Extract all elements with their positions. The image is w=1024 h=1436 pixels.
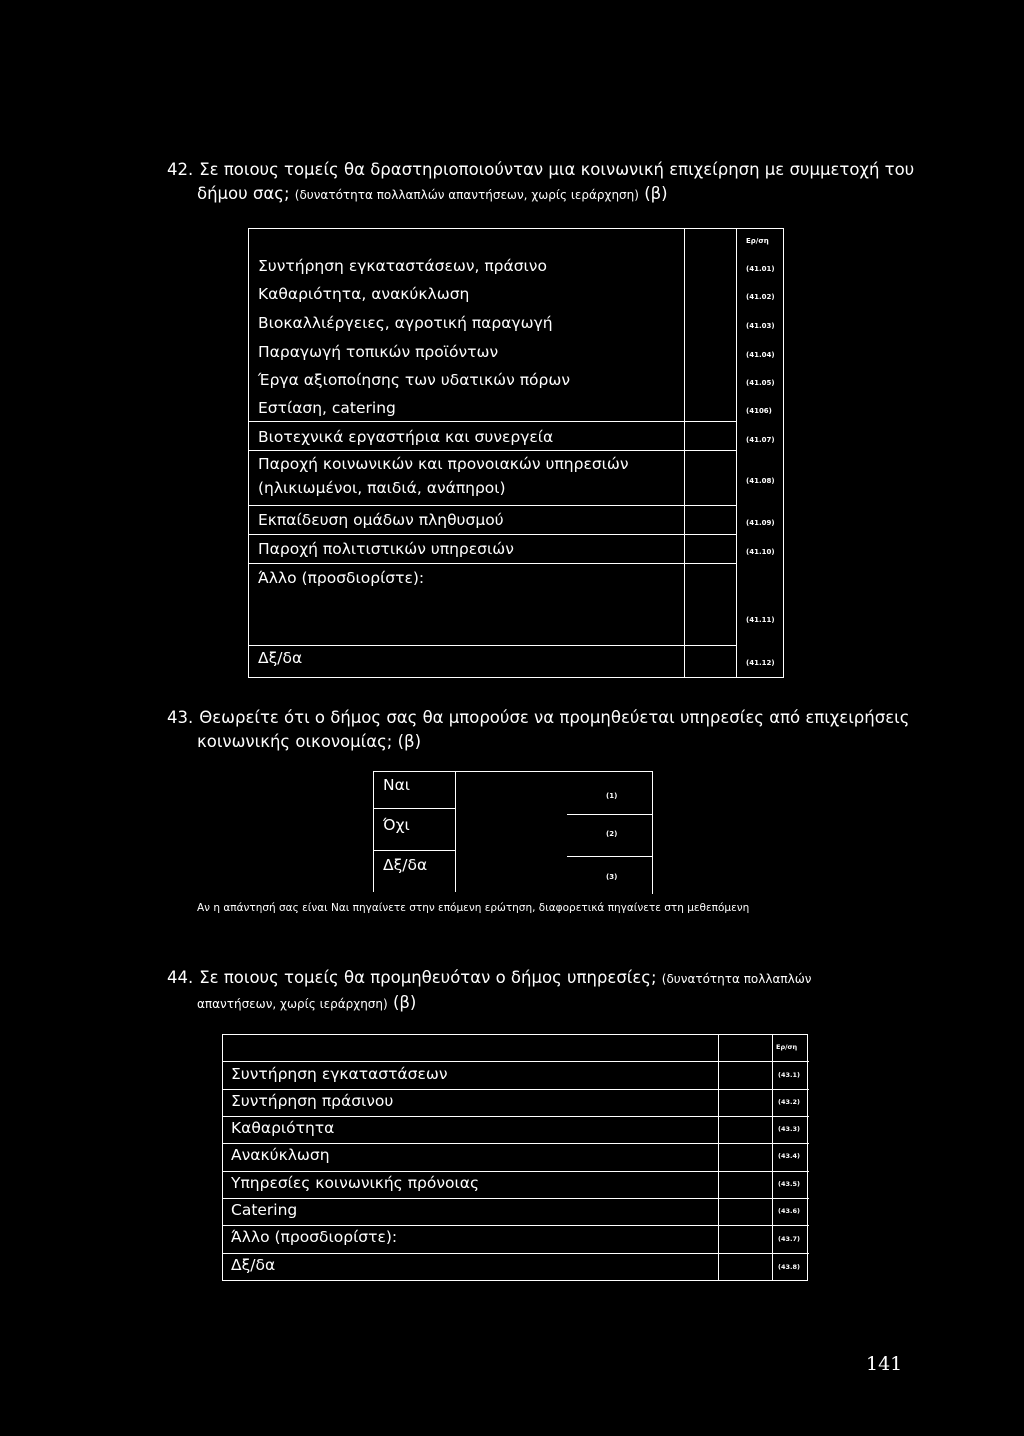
right-border <box>652 772 653 894</box>
row-label: Δξ/δα <box>231 1256 276 1274</box>
row-divider <box>249 421 736 422</box>
table-header-code: Ερ/ση <box>746 237 769 245</box>
option-code: (3) <box>606 873 618 881</box>
option-label: Ναι <box>383 776 411 794</box>
question-43-line1 <box>167 706 909 730</box>
row-code: (43.8) <box>778 1263 800 1271</box>
column-divider <box>684 229 685 677</box>
skip-instruction: Αν η απάντησή σας είναι Ναι πηγαίνετε στην επόμενη ερώτηση, διαφορετικά πηγαίνετε στη μεθεπόμενη <box>197 902 750 914</box>
row-label: Βιοκαλλιέργειες, αγροτική παραγωγή <box>258 314 553 332</box>
row-label: Καθαριότητα, ανακύκλωση <box>258 285 470 303</box>
answer-note-cont: απαντήσεων, χωρίς ιεράρχηση) <box>197 997 388 1011</box>
option-code: (2) <box>606 830 618 838</box>
row-code: (43.5) <box>778 1180 800 1188</box>
row-divider <box>249 563 736 564</box>
question-43 <box>167 706 909 754</box>
row-code: (43.2) <box>778 1098 800 1106</box>
q43-options-table <box>373 771 653 893</box>
q44-table <box>222 1034 808 1281</box>
row-code: (43.4) <box>778 1152 800 1160</box>
row-label: Άλλο (προσδιορίστε): <box>258 569 425 587</box>
row-divider <box>249 505 736 506</box>
row-label: Ανακύκλωση <box>231 1146 330 1164</box>
beta-mark: (β) <box>397 732 422 751</box>
row-divider <box>567 814 652 815</box>
row-divider <box>373 808 455 809</box>
row-code: (41.11) <box>746 616 775 624</box>
row-divider <box>249 645 736 646</box>
row-divider <box>567 856 652 857</box>
code-column-divider <box>736 229 737 677</box>
row-divider <box>223 1143 809 1144</box>
question-text: Σε ποιους τομείς θα προμηθευόταν ο δήμος υπηρεσίες; <box>199 968 657 987</box>
row-divider <box>249 450 736 451</box>
left-border <box>373 772 374 892</box>
row-divider <box>223 1116 809 1117</box>
row-divider <box>223 1198 809 1199</box>
row-code: (43.1) <box>778 1071 800 1079</box>
row-label: Άλλο (προσδιορίστε): <box>231 1228 398 1246</box>
table-header-code: Ερ/ση <box>776 1043 798 1051</box>
row-code: (43.6) <box>778 1207 800 1215</box>
row-code: (4106) <box>746 407 772 415</box>
row-code: (41.10) <box>746 548 775 556</box>
row-code: (41.02) <box>746 293 775 301</box>
question-44-line1 <box>167 966 811 991</box>
answer-note: (δυνατότητα πολλαπλών απαντήσεων, χωρίς ιεράρχηση) <box>294 188 639 202</box>
row-divider <box>249 534 736 535</box>
row-code: (41.01) <box>746 265 775 273</box>
beta-mark: (β) <box>392 993 417 1012</box>
row-label: Υπηρεσίες κοινωνικής πρόνοιας <box>231 1174 480 1192</box>
option-code: (1) <box>606 792 618 800</box>
question-text: Θεωρείτε ότι ο δήμος σας θα μπορούσε να προμηθεύεται υπηρεσίες από επιχειρήσεις <box>199 708 910 727</box>
question-44 <box>167 966 811 1016</box>
row-label-cont: (ηλικιωμένοι, παιδιά, ανάπηροι) <box>258 479 506 497</box>
row-code: (41.08) <box>746 477 775 485</box>
question-44-line2 <box>167 991 811 1016</box>
row-label: Παροχή πολιτιστικών υπηρεσιών <box>258 540 514 558</box>
question-42-line1 <box>167 158 914 182</box>
question-text: Σε ποιους τομείς θα δραστηριοποιούνταν μια κοινωνική επιχείρηση με συμμετοχή του <box>199 160 915 179</box>
row-code: (41.07) <box>746 436 775 444</box>
row-label: Βιοτεχνικά εργαστήρια και συνεργεία <box>258 428 554 446</box>
row-label: Συντήρηση εγκαταστάσεων, πράσινο <box>258 257 547 275</box>
row-label: Εκπαίδευση ομάδων πληθυσμού <box>258 511 504 529</box>
row-code: (41.12) <box>746 659 775 667</box>
row-divider <box>223 1171 809 1172</box>
question-43-line2 <box>167 730 909 754</box>
row-label: Έργα αξιοποίησης των υδατικών πόρων <box>258 371 570 389</box>
page-number: 141 <box>866 1353 903 1375</box>
question-number: 42. <box>167 160 194 179</box>
question-number: 43. <box>167 708 194 727</box>
question-text-cont: κοινωνικής οικονομίας; <box>197 732 393 751</box>
row-label: Συντήρηση πράσινου <box>231 1092 394 1110</box>
question-42 <box>167 158 914 207</box>
question-number: 44. <box>167 968 194 987</box>
question-42-line2 <box>167 182 914 207</box>
option-label: Δξ/δα <box>383 856 428 874</box>
answer-note: (δυνατότητα πολλαπλών <box>661 972 812 986</box>
code-column-divider <box>772 1035 773 1280</box>
question-text-cont: δήμου σας; <box>197 184 290 203</box>
row-code: (41.03) <box>746 322 775 330</box>
q42-table <box>248 228 784 678</box>
row-label: Συντήρηση εγκαταστάσεων <box>231 1065 448 1083</box>
row-label: Εστίαση, catering <box>258 399 396 417</box>
column-divider <box>718 1035 719 1280</box>
row-divider <box>223 1061 809 1062</box>
row-divider <box>373 850 455 851</box>
option-label: Όχι <box>383 816 410 834</box>
row-code: (41.04) <box>746 351 775 359</box>
beta-mark: (β) <box>644 184 668 203</box>
row-code: (41.05) <box>746 379 775 387</box>
row-label: Παραγωγή τοπικών προϊόντων <box>258 343 499 361</box>
row-label: Παροχή κοινωνικών και προνοιακών υπηρεσιών <box>258 455 629 473</box>
row-divider <box>223 1225 809 1226</box>
row-label: Catering <box>231 1201 298 1219</box>
row-label: Καθαριότητα <box>231 1119 335 1137</box>
row-label: Δξ/δα <box>258 649 303 667</box>
row-divider <box>223 1253 809 1254</box>
row-code: (43.3) <box>778 1125 800 1133</box>
row-code: (41.09) <box>746 519 775 527</box>
row-code: (43.7) <box>778 1235 800 1243</box>
row-divider <box>223 1089 809 1090</box>
label-divider <box>455 772 456 892</box>
